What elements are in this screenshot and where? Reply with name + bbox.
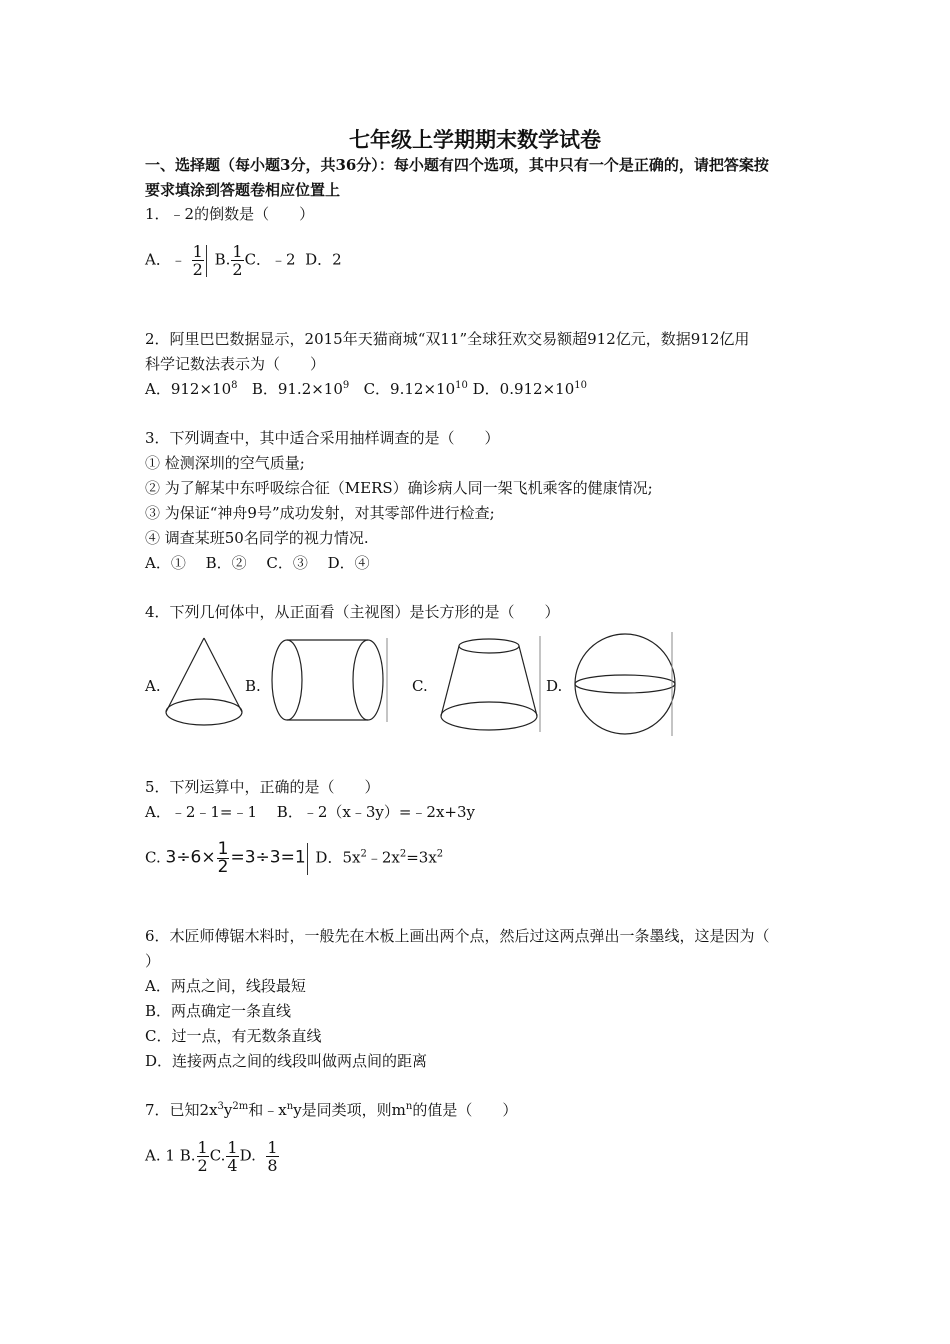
q7-s1: 7．已知2x — [145, 1101, 218, 1119]
q7-e4: n — [405, 1101, 413, 1112]
q2-a-exp: 8 — [231, 380, 238, 391]
q7-c-fraction — [226, 1139, 238, 1174]
crop-line — [206, 245, 207, 277]
q2-line2: 科学记数法表示为（ ） — [145, 355, 326, 373]
q3-options: A．① B．② C．③ D．④ — [145, 554, 370, 572]
q7-c-den: 4 — [227, 1156, 238, 1175]
q4-c-label: C. — [412, 677, 428, 695]
q3-item-1: ① 检测深圳的空气质量; — [145, 454, 305, 472]
q4-b-label: B. — [245, 677, 261, 695]
q6-option-d: D．连接两点之间的线段叫做两点间的距离 — [145, 1052, 428, 1070]
q5-d-exp1: 2 — [360, 848, 367, 860]
q1-c-label: C．﹣2 — [244, 250, 296, 269]
q4-a-label: A. — [145, 677, 161, 695]
q5-d-end: =3x — [406, 848, 437, 867]
crop-line — [307, 843, 308, 875]
q7-c-num: 1 — [227, 1138, 238, 1157]
q1-d-label: D．2 — [305, 250, 342, 269]
q5-d-exp3: 2 — [436, 848, 444, 860]
q5-c-num: 1 — [217, 839, 229, 859]
q3-item-4: ④ 调查某班50名同学的视力情况. — [145, 529, 369, 547]
page-title: 七年级上学期期末数学试卷 — [349, 127, 601, 152]
q7-s5: 的值是（ ） — [412, 1101, 518, 1119]
q7-e3: n — [286, 1101, 294, 1112]
q1-b-label: B. — [214, 250, 231, 269]
sphere-figure — [572, 632, 682, 736]
q7-d-fraction — [266, 1139, 278, 1174]
q7-stem — [145, 1099, 517, 1120]
q4-d-label: D. — [546, 677, 563, 695]
frustum-figure — [436, 636, 546, 732]
q5-c-right: =3÷3=1 — [230, 847, 306, 868]
q7-b-fraction — [197, 1139, 209, 1174]
q5-stem: 5．下列运算中，正确的是（ ） — [145, 778, 380, 796]
q2-d-exp: 10 — [574, 380, 587, 391]
q1-a-label: A．﹣ — [145, 250, 186, 269]
q7-e1: 3 — [217, 1101, 224, 1112]
q2-options — [145, 378, 587, 399]
q2-c-exp: 10 — [455, 380, 468, 391]
q3-item-3: ③ 为保证“神舟9号”成功发射，对其零部件进行检查; — [145, 504, 495, 522]
q7-b-num: 1 — [197, 1138, 208, 1157]
q1-b-num: 1 — [232, 242, 243, 261]
q4-stem: 4．下列几何体中，从正面看（主视图）是长方形的是（ ） — [145, 603, 560, 621]
q1-stem: 1．﹣2的倒数是（ ） — [145, 205, 315, 223]
q7-s4: y是同类项，则m — [293, 1101, 406, 1119]
q7-s2: y — [223, 1101, 233, 1119]
q5-d: D．5x — [315, 848, 361, 867]
q7-options — [145, 1139, 280, 1174]
q6-option-a: A．两点之间，线段最短 — [145, 977, 306, 995]
q7-b-label: B. — [179, 1146, 196, 1165]
q6-line2: ） — [145, 952, 161, 970]
q1-b-fraction — [231, 243, 243, 278]
cylinder-figure — [268, 636, 392, 724]
q7-b-den: 2 — [197, 1156, 208, 1175]
q5-c-label: C. — [145, 848, 161, 867]
q1-a-den: 2 — [192, 260, 203, 279]
q2-b: B．91.2×10 — [251, 380, 343, 398]
q5-c-den: 2 — [217, 857, 229, 877]
q7-d-label: D. — [239, 1146, 256, 1165]
q3-item-2: ② 为了解某中东呼吸综合征（MERS）确诊病人同一架飞机乘客的健康情况; — [145, 479, 653, 497]
q7-s3: 和﹣x — [248, 1101, 287, 1119]
q2-a: A．912×10 — [145, 380, 232, 398]
q2-b-exp: 9 — [342, 380, 350, 391]
q3-stem: 3．下列调查中，其中适合采用抽样调查的是（ ） — [145, 429, 500, 447]
q7-d-den: 8 — [267, 1156, 278, 1175]
section-heading-line2: 要求填涂到答题卷相应位置上 — [145, 181, 341, 199]
q1-a-fraction — [192, 243, 204, 278]
cone-figure — [160, 630, 250, 730]
section-heading-line1: 一、选择题（每小题3分，共36分）：每小题有四个选项，其中只有一个是正确的，请把答案按 — [145, 156, 769, 174]
q5-d-exp2: 2 — [399, 848, 407, 860]
q7-a: A. 1 — [145, 1146, 175, 1165]
q1-options — [145, 243, 342, 278]
q2-c: C．9.12×10 — [363, 380, 456, 398]
q5-options-ab: A．﹣2﹣1=﹣1 B．﹣2（x﹣3y）=﹣2x+3y — [145, 803, 476, 821]
q6-option-c: C．过一点，有无数条直线 — [145, 1027, 322, 1045]
q6-line1: 6．木匠师傅锯木料时，一般先在木板上画出两个点，然后过这两点弹出一条墨线，这是因为（ — [145, 927, 770, 945]
q5-d-mid: ﹣2x — [366, 848, 400, 867]
q5-c-fraction — [217, 841, 230, 876]
q5-options-cd — [145, 841, 443, 876]
q2-line1: 2．阿里巴巴数据显示，2015年天猫商城“双11”全球狂欢交易额超912亿元，数据912亿用 — [145, 330, 750, 348]
q2-d: D．0.912×10 — [472, 380, 575, 398]
q5-c-left: 3÷6× — [165, 847, 216, 868]
q6-option-b: B．两点确定一条直线 — [145, 1002, 292, 1020]
q7-d-num: 1 — [267, 1138, 278, 1157]
q7-c-label: C. — [209, 1146, 226, 1165]
q1-b-den: 2 — [232, 260, 243, 279]
q7-e2: 2m — [232, 1101, 249, 1112]
q1-a-num: 1 — [192, 242, 203, 261]
